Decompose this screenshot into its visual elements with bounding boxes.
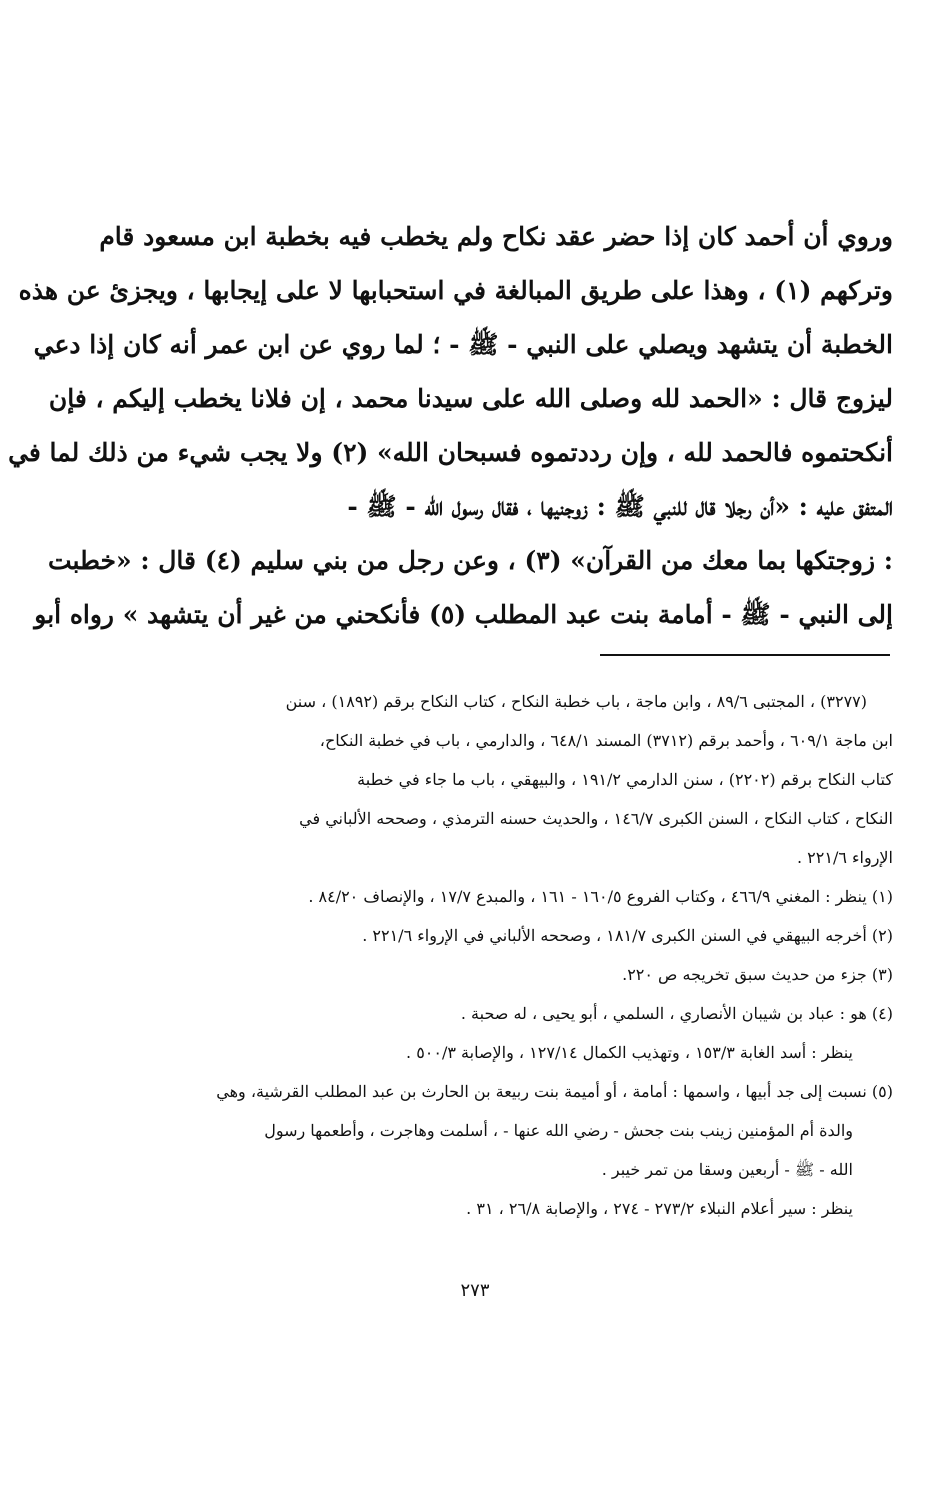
footnotes-section bbox=[150, 682, 893, 1228]
body-line: إلى النبي - ﷺ - أمامة بنت عبد المطلب (٥) فأنكحني من غير أن يتشهد » رواه أبو bbox=[34, 600, 893, 629]
body-line: وتركهم (١) ، وهذا على طريق المبالغة في استحبابها لا على إيجابها ، ويجزئ عن هذه bbox=[18, 276, 893, 305]
footnote-5 bbox=[150, 1072, 893, 1189]
footnote-3: (٣) جزء من حديث سبق تخريجه ص ٢٢٠. bbox=[622, 965, 893, 984]
main-body-text bbox=[8, 210, 893, 642]
page-number: ٢٧٣ bbox=[460, 1280, 490, 1301]
footnote-5-reference: ينظر : سير أعلام النبلاء ٢٧٣/٢ - ٢٧٤ ، والإصابة ٢٦/٨ ، ٣١ . bbox=[466, 1199, 853, 1218]
body-line: ليزوج قال : «الحمد لله وصلى الله على سيدنا محمد ، إن فلانا يخطب إليكم ، فإن bbox=[48, 384, 893, 413]
footnote-line: كتاب النكاح برقم (٢٢٠٢) ، سنن الدارمي ١٩١/٢ ، والبيهقي ، باب ما جاء في خطبة bbox=[357, 770, 893, 789]
footnote-2: (٢) أخرجه البيهقي في السنن الكبرى ١٨١/٧ ، وصححه الألباني في الإرواء ٢٢١/٦ . bbox=[362, 926, 893, 945]
footnote-line: (٥) نسبت إلى جد أبيها ، واسمها : أمامة ، أو أميمة بنت ربيعة بن الحارث بن عبد المطلب القرشية، وهي bbox=[216, 1082, 893, 1101]
footnote-4: (٤) هو : عباد بن شيبان الأنصاري ، السلمي ، أبو يحيى ، له صحبة . bbox=[460, 1004, 893, 1023]
footnote-line: النكاح ، كتاب النكاح ، السنن الكبرى ١٤٦/٧ ، والحديث حسنه الترمذي ، وصححه الألباني في bbox=[299, 809, 893, 828]
body-line: وروي أن أحمد كان إذا حضر عقد نكاح ولم يخطب فيه بخطبة ابن مسعود قام bbox=[99, 222, 893, 251]
footnote-4-reference: ينظر : أسد الغابة ١٥٣/٣ ، وتهذيب الكمال ١٢٧/١٤ ، والإصابة ٥٠٠/٣ . bbox=[406, 1043, 853, 1062]
footnote-line: والدة أم المؤمنين زينب بنت جحش - رضي الله عنها - ، أسلمت وهاجرت ، وأطعمها رسول bbox=[264, 1121, 853, 1140]
footnote-1: (١) ينظر : المغني ٤٦٦/٩ ، وكتاب الفروع ١٦٠/٥ - ١٦١ ، والمبدع ١٧/٧ ، والإنصاف ٨٤/٢٠ . bbox=[308, 887, 893, 906]
body-line: المتفق عليه : «أن رجلا قال للنبي ﷺ : زوجنيها ، فقال رسول الله - ﷺ - bbox=[347, 492, 893, 521]
body-line: أنكحتموه فالحمد لله ، وإن رددتموه فسبحان الله» (٢) ولا يجب شيء من ذلك لما في bbox=[8, 438, 893, 467]
footnote-line: ابن ماجة ٦٠٩/١ ، وأحمد برقم (٣٧١٢) المسند ٦٤٨/١ ، والدارمي ، باب في خطبة النكاح، bbox=[319, 731, 893, 750]
footnote-line: الله - ﷺ - أربعين وسقا من تمر خيبر . bbox=[601, 1160, 853, 1179]
footnote-continuation bbox=[150, 682, 893, 877]
footnote-line: (٣٢٧٧) ، المجتبى ٨٩/٦ ، وابن ماجة ، باب خطبة النكاح ، كتاب النكاح برقم (١٨٩٢) ، سنن bbox=[285, 692, 867, 711]
body-line: الخطبة أن يتشهد ويصلي على النبي - ﷺ - ؛ لما روي عن ابن عمر أنه كان إذا دعي bbox=[33, 330, 893, 359]
body-line: : زوجتكها بما معك من القرآن» (٣) ، وعن رجل من بني سليم (٤) قال : «خطبت bbox=[47, 546, 893, 575]
footnote-line: الإرواء ٢٢١/٦ . bbox=[796, 848, 893, 867]
footnote-separator bbox=[600, 654, 890, 656]
